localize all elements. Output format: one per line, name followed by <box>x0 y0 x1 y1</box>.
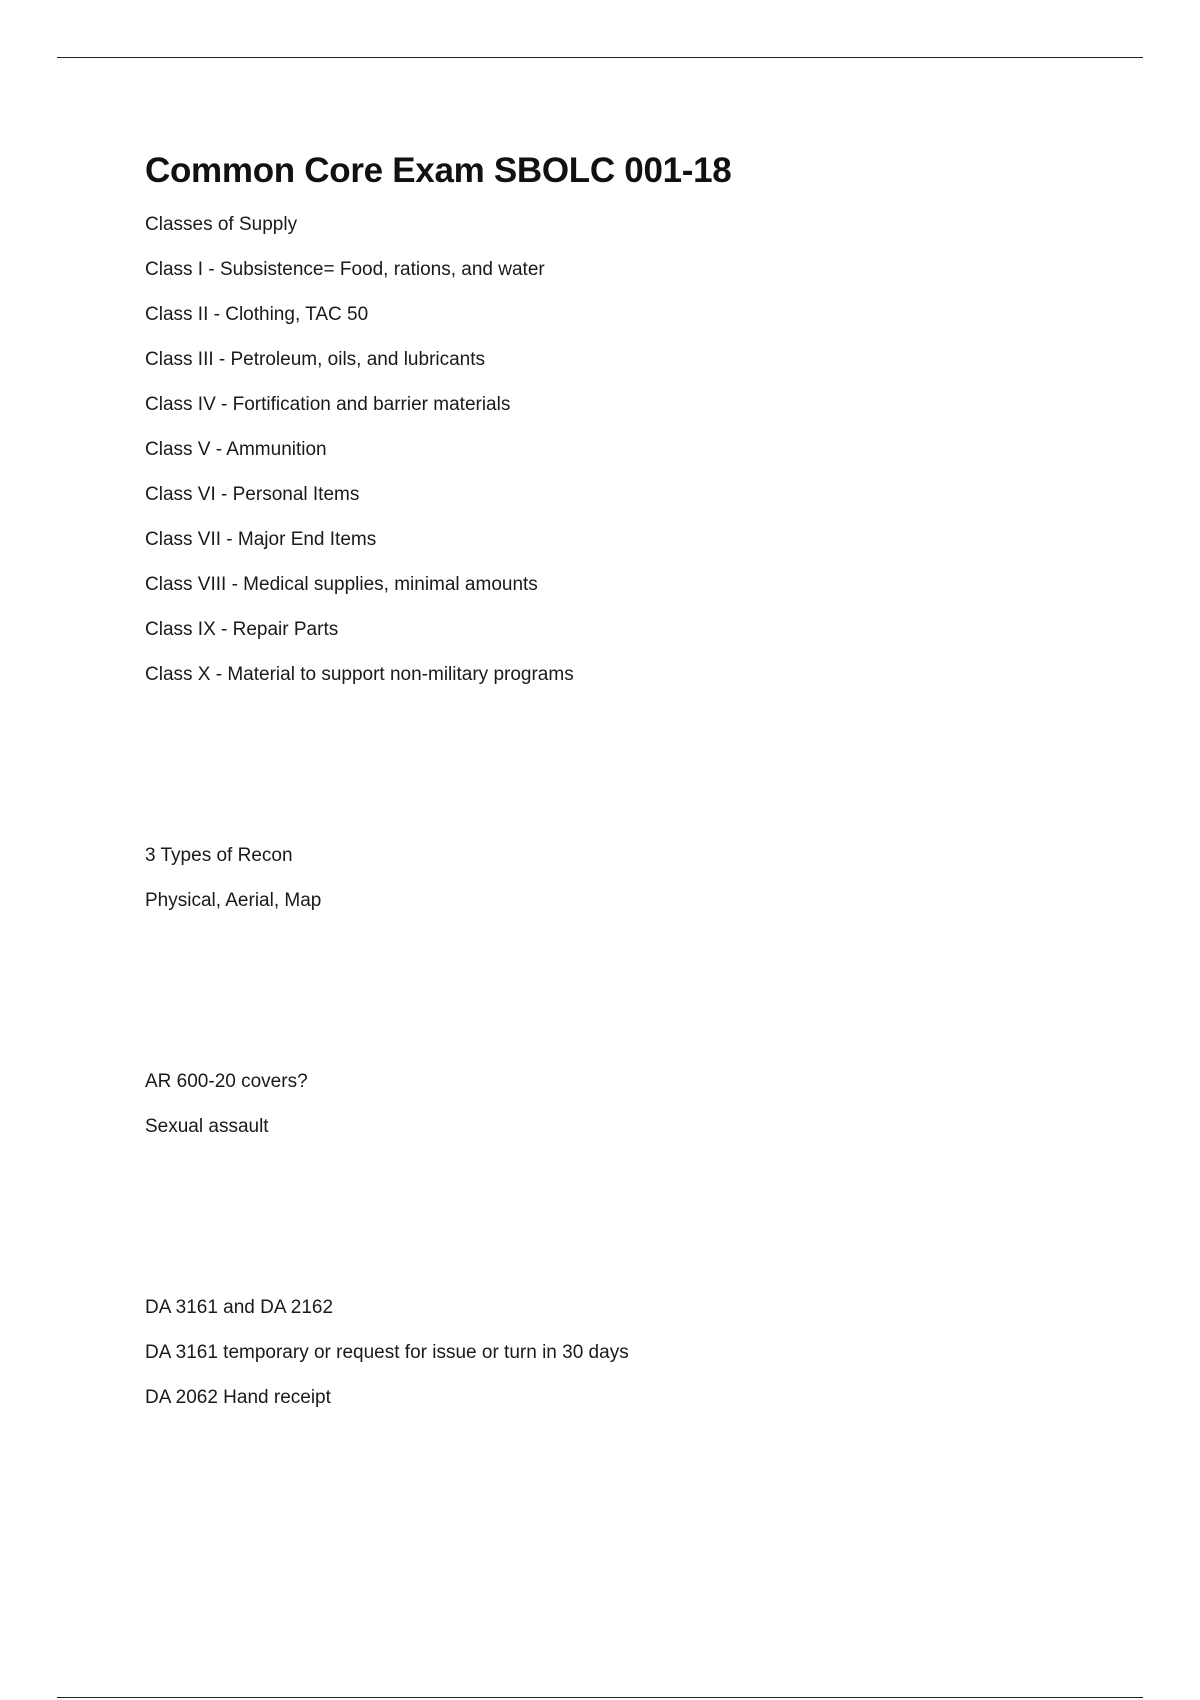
answer-line: Class X - Material to support non-military programs <box>145 664 574 685</box>
answer-line: Class V - Ammunition <box>145 439 327 460</box>
answer-line: Class VIII - Medical supplies, minimal amounts <box>145 574 538 595</box>
ar-600-20-section <box>145 1059 1125 1149</box>
document-title: Common Core Exam SBOLC 001-18 <box>145 151 732 190</box>
answer-line: Class VI - Personal Items <box>145 484 360 505</box>
document-body <box>145 146 1125 1420</box>
answer-line: Physical, Aerial, Map <box>145 890 322 911</box>
da-forms-section <box>145 1285 1125 1420</box>
answer-line: Class II - Clothing, TAC 50 <box>145 304 369 325</box>
recon-section <box>145 833 1125 923</box>
answer-line: Class IV - Fortification and barrier materials <box>145 394 511 415</box>
section-spacer <box>145 923 1125 1059</box>
classes-of-supply-section <box>145 202 1125 697</box>
answer-line: Sexual assault <box>145 1116 269 1137</box>
question-line: DA 3161 and DA 2162 <box>145 1297 334 1318</box>
header-rule <box>57 57 1143 58</box>
question-line: AR 600-20 covers? <box>145 1071 308 1092</box>
answer-line: Class IX - Repair Parts <box>145 619 339 640</box>
answer-line: Class III - Petroleum, oils, and lubricants <box>145 349 486 370</box>
question-line: Classes of Supply <box>145 214 298 235</box>
footer-rule <box>57 1697 1143 1698</box>
question-line: 3 Types of Recon <box>145 845 293 866</box>
answer-line: Class VII - Major End Items <box>145 529 377 550</box>
answer-line: DA 3161 temporary or request for issue or turn in 30 days <box>145 1342 629 1363</box>
section-spacer <box>145 1149 1125 1285</box>
answer-line: DA 2062 Hand receipt <box>145 1387 331 1408</box>
section-spacer <box>145 697 1125 833</box>
answer-line: Class I - Subsistence= Food, rations, and water <box>145 259 545 280</box>
